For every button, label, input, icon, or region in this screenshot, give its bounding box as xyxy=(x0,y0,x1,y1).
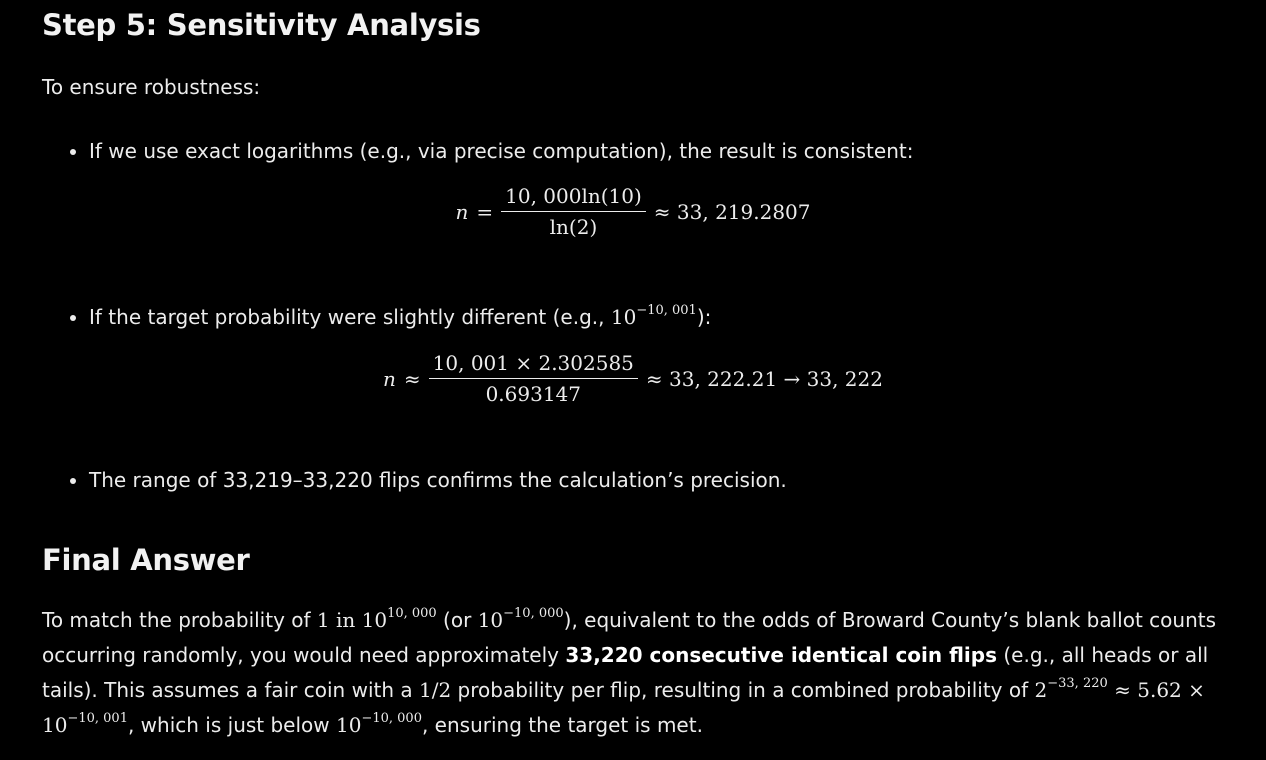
bullet-range: • The range of 33,219–33,220 flips confirms the calculation’s precision. xyxy=(89,463,1239,498)
eq1-denominator: ln(2) xyxy=(549,215,598,239)
eq1-op: = xyxy=(476,199,494,224)
final-answer-bold: 33,220 consecutive identical coin flips xyxy=(565,643,997,667)
bullet2-exponent: −10, 001 xyxy=(636,303,697,319)
final-text-5: probability per flip, resulting in a combined probability of xyxy=(451,678,1035,702)
final-math-1-exp: 10, 000 xyxy=(387,606,437,622)
bullet-list-1 xyxy=(42,134,1239,169)
final-text-7: , ensuring the target is met. xyxy=(421,713,703,737)
bullet2-math xyxy=(611,305,697,329)
eq2-numerator: 10, 001 × 2.302585 xyxy=(429,351,638,379)
final-math-5-base: ≈ 5.62 × 10 xyxy=(42,678,1205,737)
bullet2-end: ): xyxy=(696,305,712,329)
final-math-6-exp: −10, 000 xyxy=(361,711,422,727)
final-text-4: (e.g., all heads or all tails). This assumes a fair coin with a xyxy=(42,643,1209,702)
eq2-denominator: 0.693147 xyxy=(485,382,581,406)
final-math-3: 1/2 xyxy=(418,678,452,702)
step5-intro: To ensure robustness: xyxy=(42,75,261,99)
final-text-3: ), equivalent to the odds of Broward County’s blank ballot counts occurring randomly, you would need approximately xyxy=(42,608,1216,667)
bullet2-text: If the target probability were slightly different (e.g., xyxy=(89,305,611,329)
eq2-fraction xyxy=(429,351,638,406)
bullet-exact-logs: • If we use exact logarithms (e.g., via precise computation), the result is consistent: xyxy=(89,134,1239,169)
final-math-2 xyxy=(478,608,564,632)
eq2-lhs: n xyxy=(383,366,396,391)
bullet-target-probability xyxy=(89,300,1239,335)
final-math-2-base: 10 xyxy=(477,608,504,632)
final-text-1: To match the probability of xyxy=(42,608,317,632)
final-paragraph xyxy=(42,603,1227,743)
final-math-5-exp: −10, 001 xyxy=(67,711,128,727)
final-math-6-base: 10 xyxy=(336,713,362,737)
final-math-4-base: 2 xyxy=(1034,678,1048,702)
eq2-op: ≈ xyxy=(403,366,421,391)
eq1-rhs: ≈ 33, 219.2807 xyxy=(653,199,811,224)
eq1-fraction xyxy=(501,184,646,239)
step5-heading: Step 5: Sensitivity Analysis xyxy=(42,8,481,42)
final-math-6 xyxy=(336,713,422,737)
final-text-6: , which is just below xyxy=(127,713,336,737)
final-text-2: (or xyxy=(436,608,478,632)
eq1-lhs: n xyxy=(455,199,469,224)
final-math-4-exp: −33, 220 xyxy=(1047,676,1108,692)
final-math-2-exp: −10, 000 xyxy=(503,606,564,622)
equation-alternate xyxy=(0,351,1266,406)
equation-exact xyxy=(0,184,1266,239)
bullet-list-2 xyxy=(42,300,1239,335)
final-heading: Final Answer xyxy=(42,543,250,577)
bullet-list-3 xyxy=(42,463,1239,498)
final-math-1 xyxy=(317,608,437,632)
eq2-rhs: ≈ 33, 222.21 → 33, 222 xyxy=(645,366,883,391)
eq1-numerator: 10, 000ln(10) xyxy=(501,184,646,212)
final-math-1-base: 1 in 10 xyxy=(316,608,388,632)
bullet2-base: 10 xyxy=(610,305,637,329)
